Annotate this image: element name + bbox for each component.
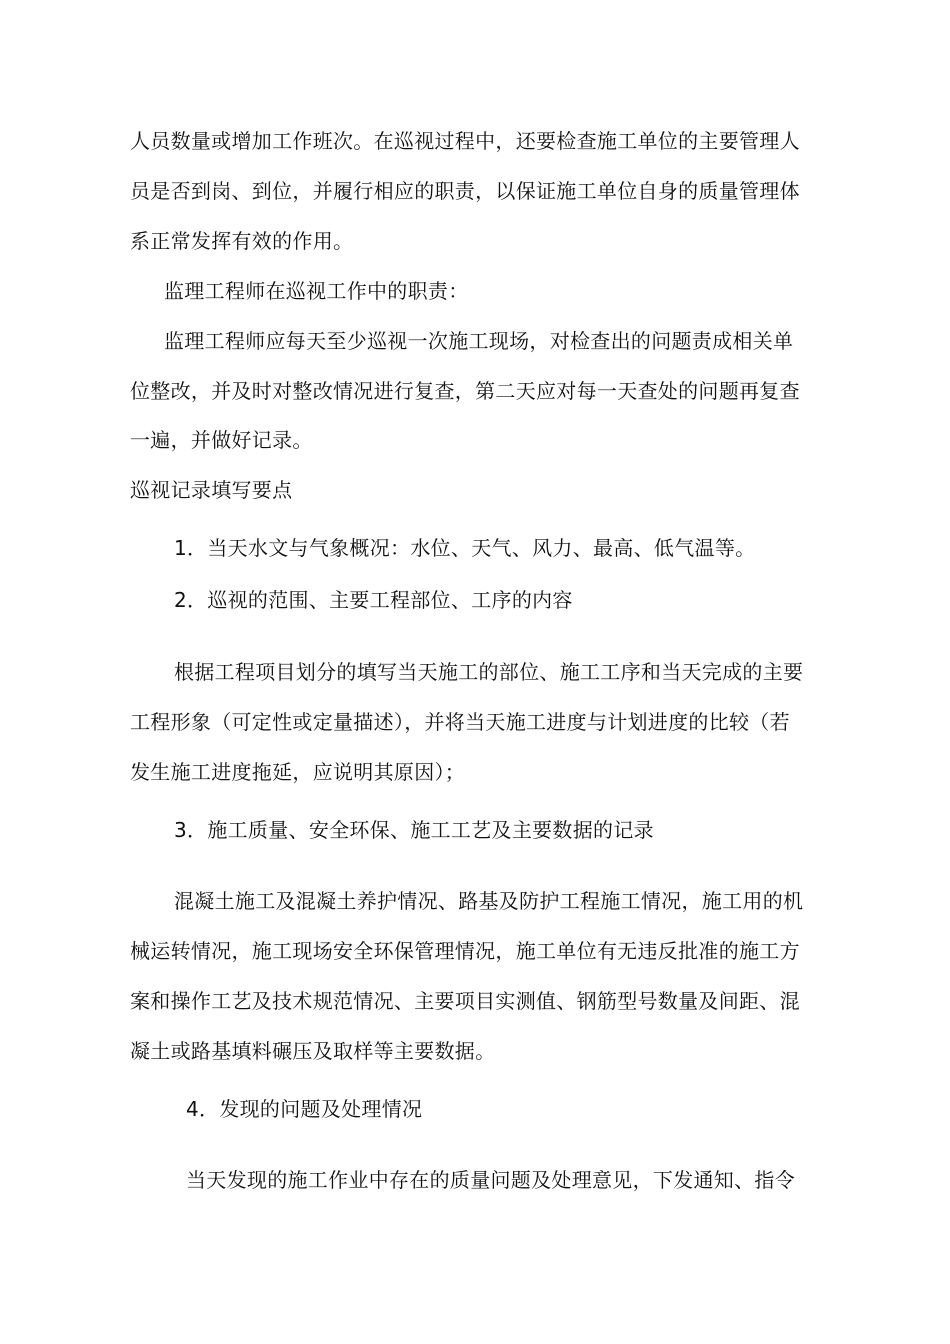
text-line: 系正常发挥有效的作用。 bbox=[130, 229, 354, 253]
section-heading: 巡视记录填写要点 bbox=[130, 478, 293, 502]
text-line: 案和操作工艺及技术规范情况、主要项目实测值、钢筋型号数量及间距、混 bbox=[130, 989, 800, 1013]
section-heading: 监理工程师在巡视工作中的职责： bbox=[164, 279, 469, 303]
text-line: 混凝土施工及混凝土养护情况、路基及防护工程施工情况，施工用的机 bbox=[174, 889, 804, 913]
text-line: 人员数量或增加工作班次。在巡视过程中，还要检查施工单位的主要管理人 bbox=[130, 129, 800, 153]
text-line: 监理工程师应每天至少巡视一次施工现场，对检查出的问题责成相关单 bbox=[164, 329, 794, 353]
text-line: 械运转情况，施工现场安全环保管理情况，施工单位有无违反批准的施工方 bbox=[130, 939, 800, 963]
list-item: 4．发现的问题及处理情况 bbox=[186, 1097, 423, 1121]
list-item: 3．施工质量、安全环保、施工工艺及主要数据的记录 bbox=[174, 818, 654, 842]
text-line: 位整改，并及时对整改情况进行复查，第二天应对每一天查处的问题再复查 bbox=[130, 379, 800, 403]
list-item: 1．当天水文与气象概况：水位、天气、风力、最高、低气温等。 bbox=[174, 536, 756, 560]
text-line: 凝土或路基填料碾压及取样等主要数据。 bbox=[130, 1039, 496, 1063]
list-item: 2．巡视的范围、主要工程部位、工序的内容 bbox=[174, 588, 573, 612]
text-line: 根据工程项目划分的填写当天施工的部位、施工工序和当天完成的主要 bbox=[174, 660, 804, 684]
text-line: 工程形象（可定性或定量描述），并将当天施工进度与计划进度的比较（若 bbox=[130, 710, 790, 734]
text-line: 当天发现的施工作业中存在的质量问题及处理意见，下发通知、指令 bbox=[186, 1168, 795, 1192]
text-line: 发生施工进度拖延，应说明其原因）； bbox=[130, 760, 466, 784]
text-line: 员是否到岗、到位，并履行相应的职责，以保证施工单位自身的质量管理体 bbox=[130, 179, 800, 203]
text-line: 一遍，并做好记录。 bbox=[130, 428, 313, 452]
